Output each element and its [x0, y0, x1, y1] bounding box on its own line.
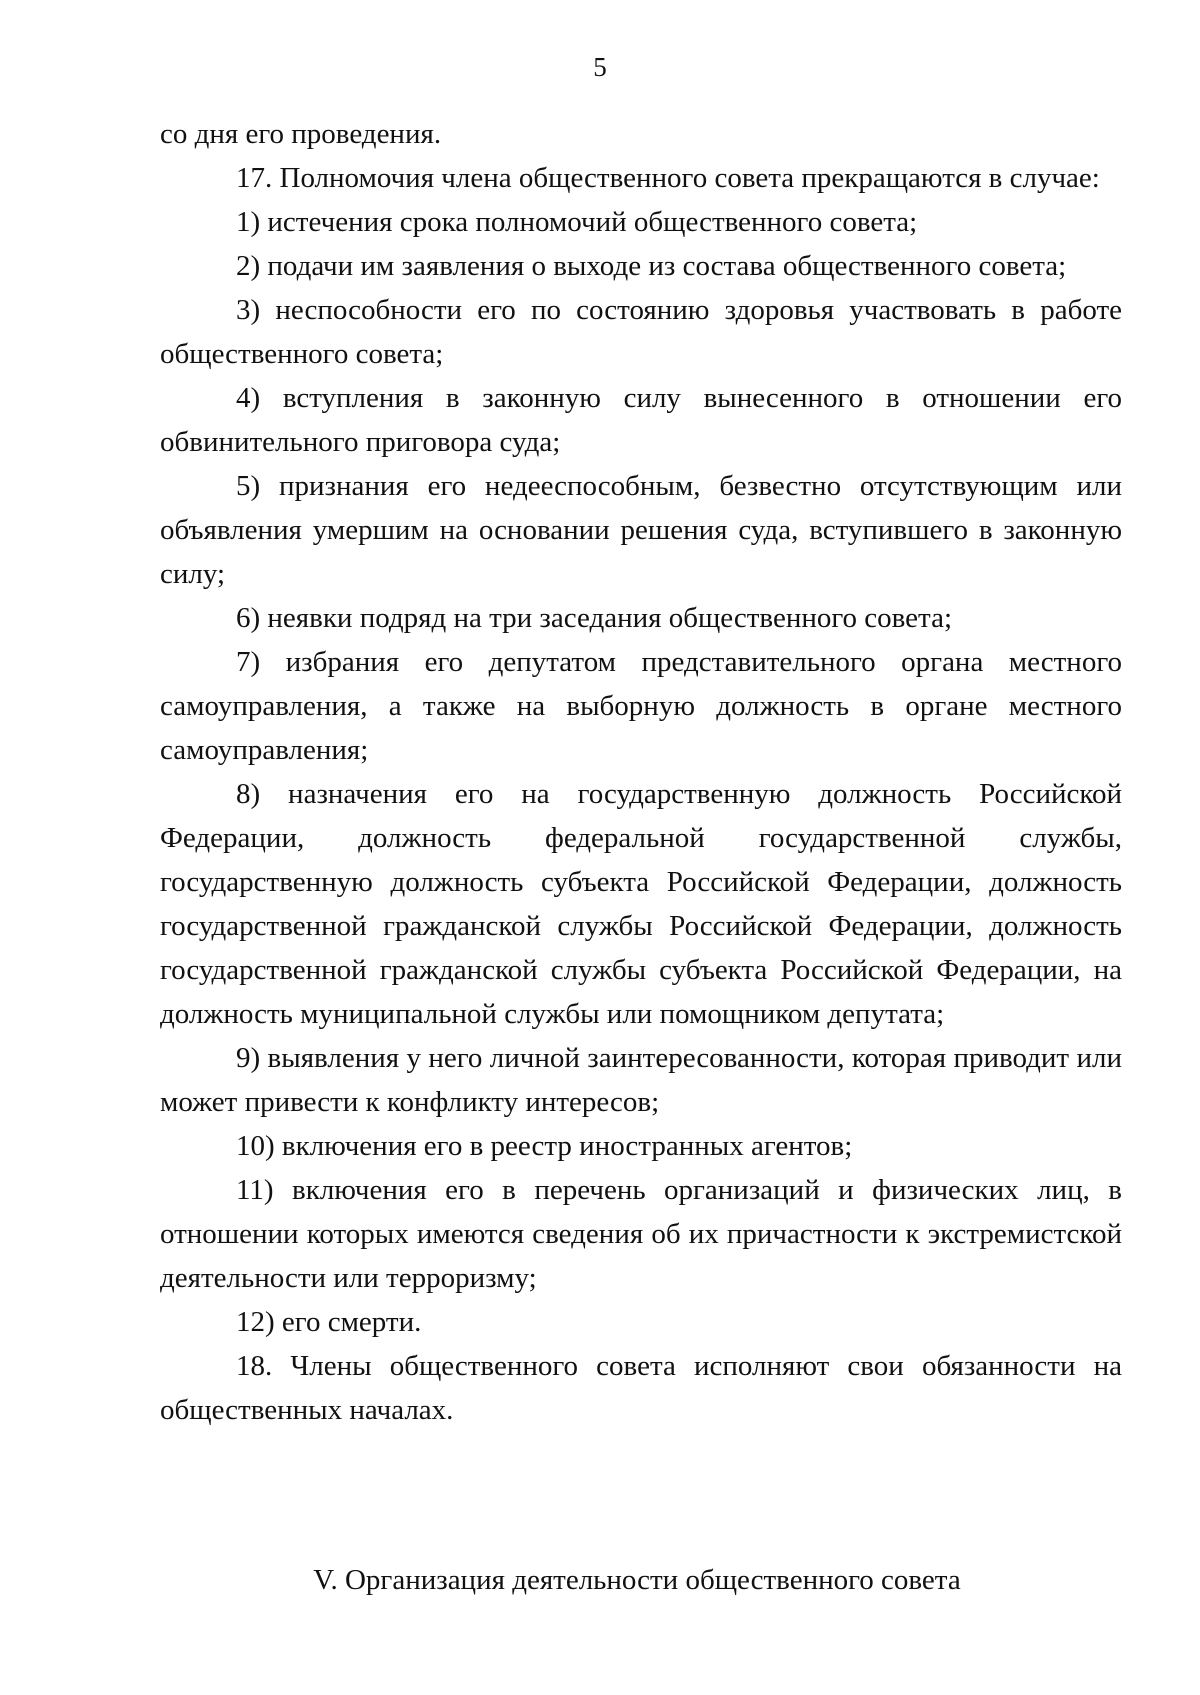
- page-number: 5: [593, 52, 607, 82]
- list-item-11: 11) включения его в перечень организаций и физических лиц, в отношении которых имеются сведения об их причастности к экстремистской деятельности или терроризму;: [160, 1174, 1122, 1294]
- list-item-1: 1) истечения срока полномочий общественного совета;: [236, 206, 918, 238]
- list-item-6: 6) неявки подряд на три заседания общественного совета;: [236, 602, 953, 634]
- list-item-5: 5) признания его недееспособным, безвестно отсутствующим или объявления умершим на основании решения суда, вступившего в законную силу;: [160, 470, 1122, 590]
- document-body: [160, 112, 1122, 1432]
- paragraph-item-17: 17. Полномочия члена общественного совета прекращаются в случае:: [236, 162, 1100, 194]
- list-item-7: 7) избрания его депутатом представительного органа местного самоуправления, а также на выборную должность в органе местного самоуправления;: [160, 646, 1122, 766]
- paragraph-continuation: со дня его проведения.: [160, 118, 442, 150]
- list-item-10: 10) включения его в реестр иностранных агентов;: [236, 1130, 853, 1162]
- list-item-9: 9) выявления у него личной заинтересованности, которая приводит или может привести к конфликту интересов;: [160, 1042, 1122, 1118]
- list-item-3: 3) неспособности его по состоянию здоровья участвовать в работе общественного совета;: [160, 294, 1122, 370]
- list-item-12: 12) его смерти.: [236, 1306, 422, 1338]
- list-item-8: 8) назначения его на государственную должность Российской Федерации, должность федеральной государственной службы, государственную должность субъекта Российской Федерации, должность государственной гражданской службы Российской Федерации, должность государственной гражданской службы субъекта Российской Федерации, на должность муниципальной службы или помощником депутата;: [160, 778, 1122, 1030]
- list-item-4: 4) вступления в законную силу вынесенного в отношении его обвинительного приговора суда;: [160, 382, 1122, 458]
- list-item-2: 2) подачи им заявления о выходе из состава общественного совета;: [236, 250, 1067, 282]
- paragraph-item-18: 18. Члены общественного совета исполняют свои обязанности на общественных началах.: [160, 1350, 1122, 1426]
- section-heading: V. Организация деятельности общественного совета: [313, 1564, 961, 1596]
